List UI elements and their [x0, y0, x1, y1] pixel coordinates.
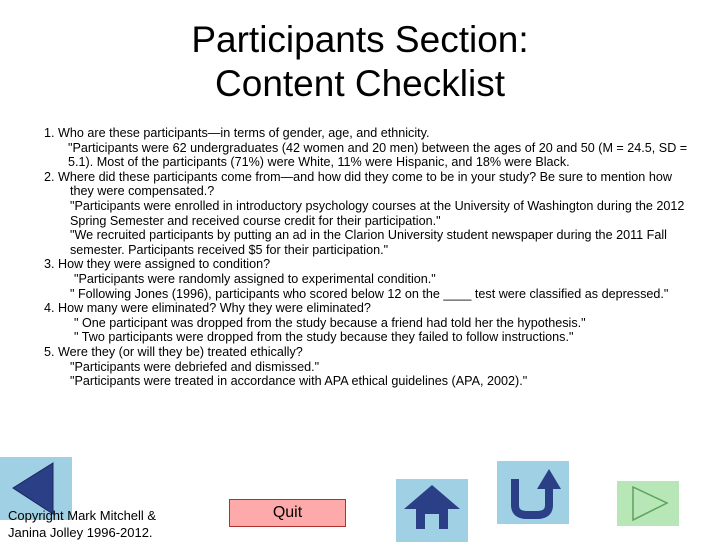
slide-title	[0, 18, 720, 106]
checklist-item-1	[44, 126, 694, 170]
checklist	[44, 126, 694, 389]
question-4: 4. How many were eliminated? Why they were eliminated?	[44, 301, 371, 316]
answer-3-1: "Participants were randomly assigned to experimental condition."	[74, 271, 436, 286]
question-2: 2. Where did these participants come from—and how did they come to be in your study? Be sure to mention how they were compensated.?	[44, 169, 672, 199]
right-triangle-icon	[617, 481, 679, 526]
copyright-line-1: Copyright Mark Mitchell &	[8, 508, 157, 523]
quit-button[interactable]: Quit	[229, 499, 346, 527]
answer-5-2: "Participants were treated in accordance with APA ethical guidelines (APA, 2002)."	[70, 374, 528, 389]
checklist-item-4	[44, 301, 694, 345]
question-1: 1. Who are these participants—in terms of gender, age, and ethnicity.	[44, 126, 430, 140]
title-line-1: Participants Section:	[191, 19, 529, 60]
answer-2-2: "We recruited participants by putting an ad in the Clarion University student newspaper during the 2011 Fall semester. Participants received $5 for their participation."	[70, 228, 667, 257]
question-5: 5. Were they (or will they be) treated ethically?	[44, 344, 303, 359]
checklist-item-2	[44, 170, 694, 258]
answer-1-1: "Participants were 62 undergraduates (42 women and 20 men) between the ages of 20 and 50 (M = 24.5, SD = 5.1). Most of the participants (71%) were White, 11% were Hispanic, and 18% were Black.	[68, 140, 688, 170]
answer-2-1: "Participants were enrolled in introductory psychology courses at the University of Washington during the 2012 Spring Semester and received course credit for their participation."	[70, 198, 685, 228]
home-button[interactable]	[396, 479, 468, 542]
copyright-line-2: Janina Jolley 1996-2012.	[8, 525, 153, 540]
answer-4-2: " Two participants were dropped from the study because they failed to follow instructions."	[74, 330, 574, 345]
answer-3-2: " Following Jones (1996), participants who scored below 12 on the ____ test were classified as depressed."	[70, 286, 669, 301]
u-turn-arrow-icon	[497, 461, 569, 524]
checklist-item-5	[44, 345, 694, 389]
title-line-2: Content Checklist	[215, 63, 505, 104]
question-3: 3. How they were assigned to condition?	[44, 257, 271, 272]
copyright	[8, 507, 156, 541]
home-icon	[396, 479, 468, 542]
checklist-item-3	[44, 257, 694, 301]
next-button[interactable]	[617, 481, 679, 526]
answer-5-1: "Participants were debriefed and dismissed."	[70, 359, 320, 374]
answer-4-1: " One participant was dropped from the study because a friend had told her the hypothesis."	[74, 315, 586, 330]
return-button[interactable]	[497, 461, 569, 524]
